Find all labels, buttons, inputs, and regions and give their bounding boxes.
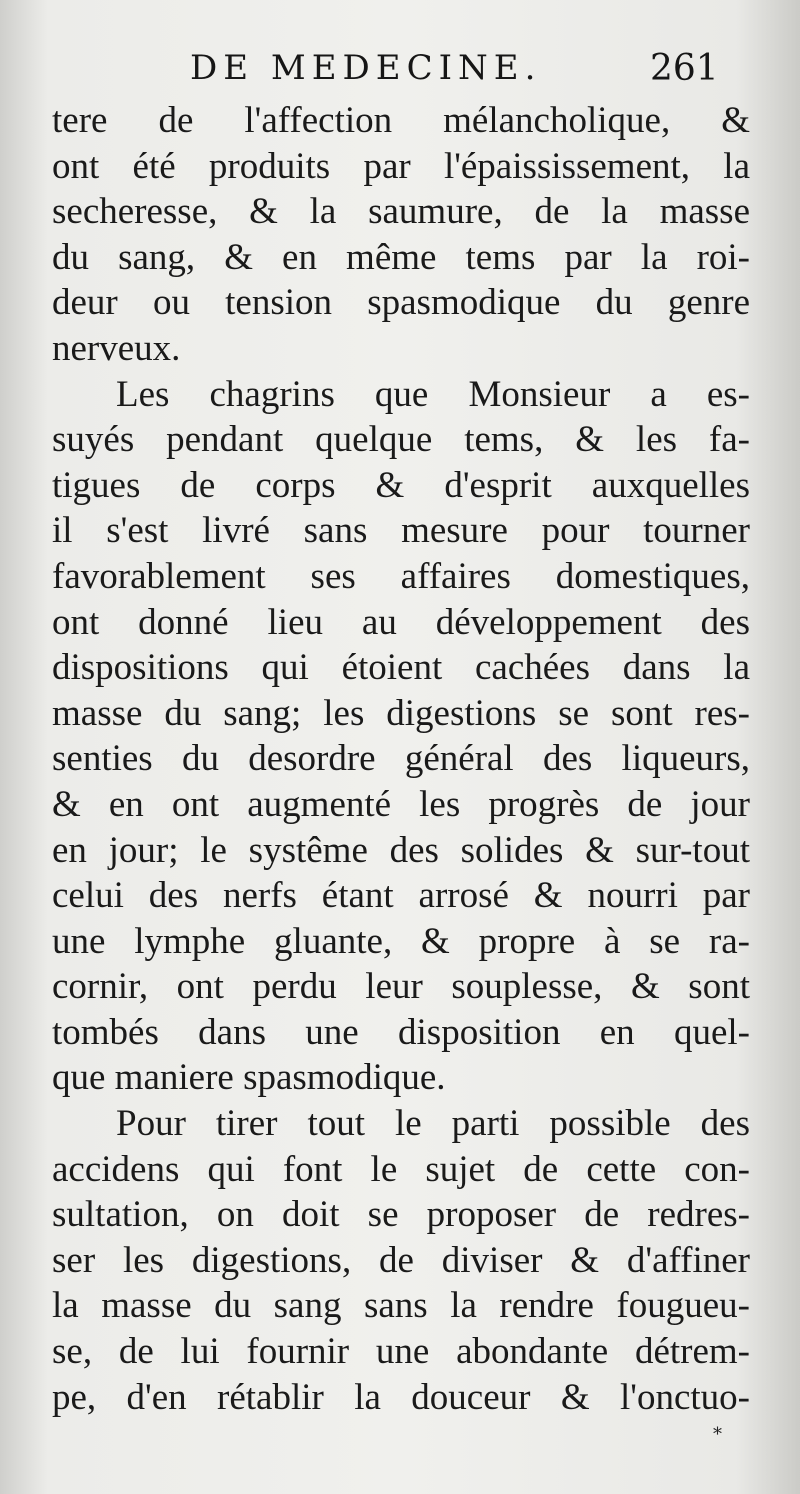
text-line: pe, d'en rétablir la douceur & l'onctuo- [52,1376,750,1418]
text-line: du sang, & en même tems par la roi- [52,236,750,278]
text-line: ont été produits par l'épaississement, la [52,145,750,187]
body-text [52,98,750,1420]
text-line: senties du desordre général des liqueurs, [52,738,750,780]
text-line: & en ont augmenté les progrès de jour [52,783,750,825]
text-line: tigues de corps & d'esprit auxquelles [52,464,750,506]
text-line: il s'est livré sans mesure pour tourner [52,510,750,552]
text-line: sultation, on doit se proposer de redres- [52,1194,750,1236]
text-line: dispositions qui étoient cachées dans la [52,647,750,689]
text-line: la masse du sang sans la rendre fougueu- [52,1285,750,1327]
text-line: celui des nerfs étant arrosé & nourri par [52,875,750,917]
text-line: que maniere spasmodique. [52,1057,446,1099]
text-line: en jour; le systême des solides & sur-tout [52,829,750,871]
page-number: 261 [650,48,719,89]
paragraph-1 [52,98,750,372]
paragraph-3 [52,1101,750,1420]
text-line: nerveux. [52,327,181,369]
text-line: Les chagrins que Monsieur a es- [116,373,750,415]
text-line: ser les digestions, de diviser & d'affiner [52,1239,750,1281]
signature-mark: * [713,1424,722,1445]
running-head: DE MEDECINE. [190,48,542,88]
paragraph-2 [52,372,750,1102]
text-line: deur ou tension spasmodique du genre [52,282,750,324]
text-line: une lymphe gluante, & propre à se ra- [52,920,750,962]
text-line: accidens qui font le sujet de cette con- [52,1148,750,1190]
text-line: tombés dans une disposition en quel- [52,1011,750,1053]
text-line: favorablement ses affaires domestiques, [52,555,750,597]
text-line: masse du sang; les digestions se sont res- [52,692,750,734]
text-line: suyés pendant quelque tems, & les fa- [52,419,750,461]
text-line: Pour tirer tout le parti possible des [116,1103,750,1145]
text-line: secheresse, & la saumure, de la masse [52,191,750,233]
text-line: ont donné lieu au développement des [52,601,750,643]
text-line: cornir, ont perdu leur souplesse, & sont [52,966,750,1008]
text-line: tere de l'affection mélancholique, & [52,100,750,141]
text-line: se, de lui fournir une abondante détrem- [52,1331,750,1373]
